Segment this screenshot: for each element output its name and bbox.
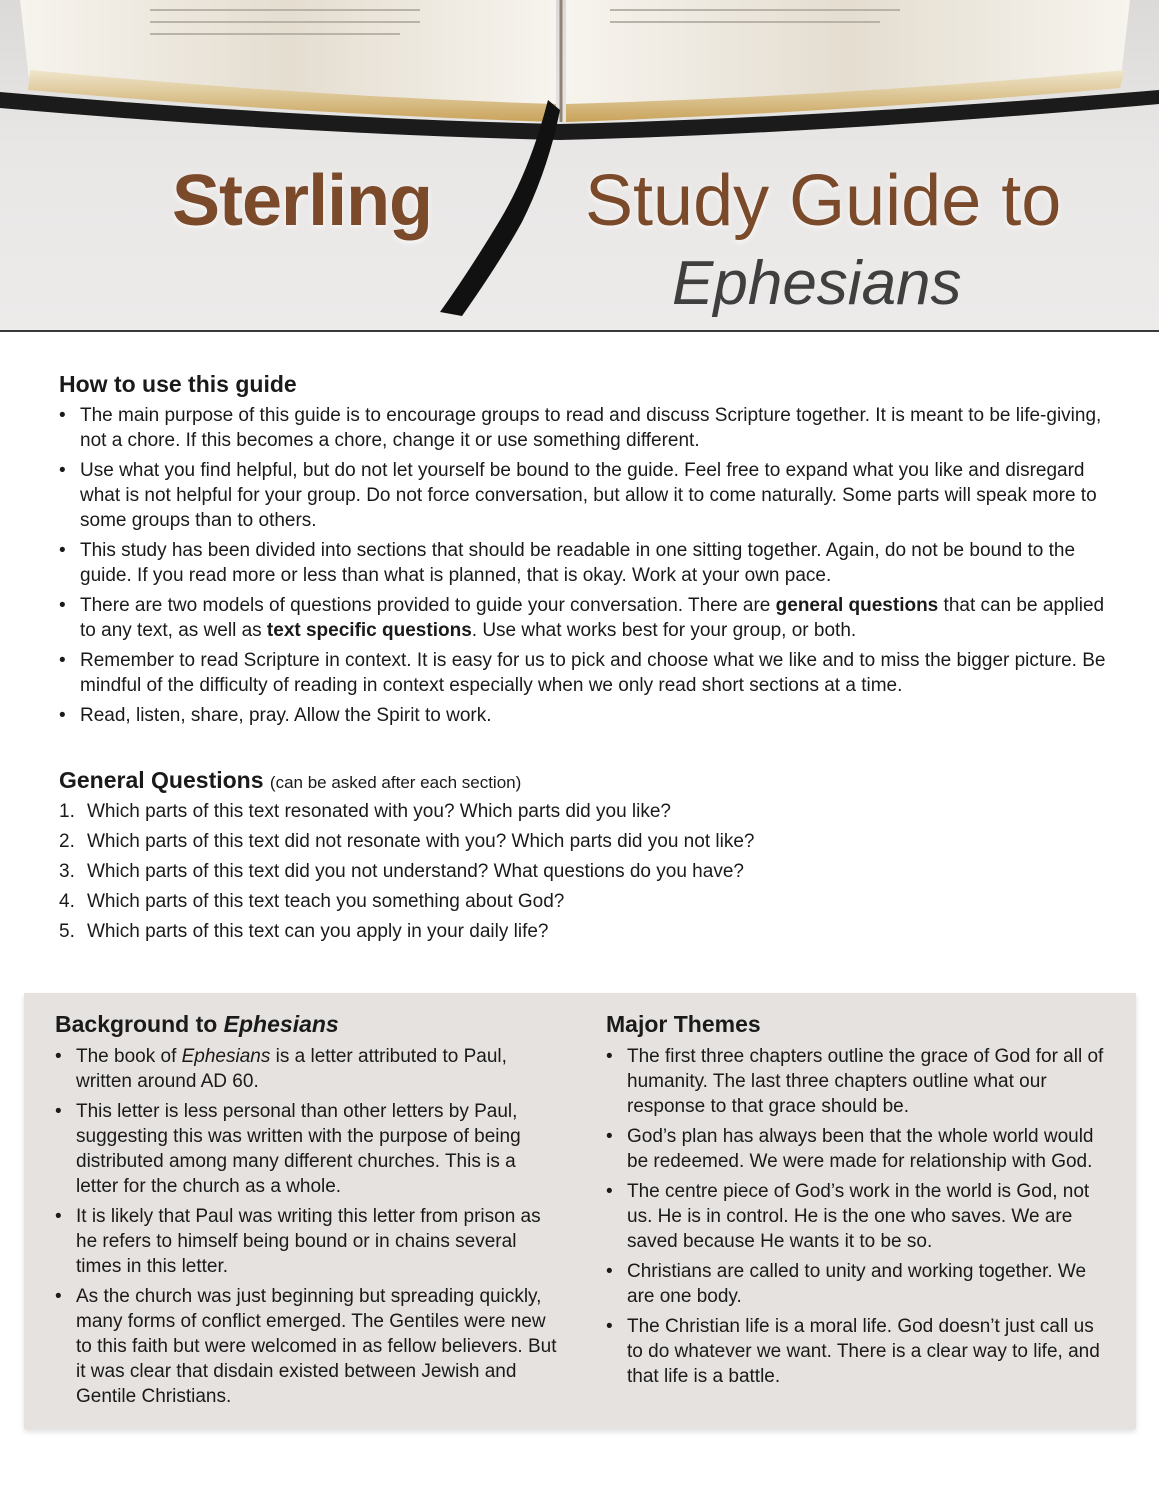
header-banner bbox=[0, 0, 1159, 332]
question-number: 1. bbox=[59, 801, 75, 822]
how-to-use-item bbox=[59, 703, 1119, 728]
question-item bbox=[59, 799, 1119, 824]
item-text: This letter is less personal than other letters by Paul, suggesting this was written with the purpose of being distributed among many different churches. This is a letter for the church as a whole. bbox=[76, 1101, 521, 1197]
how-to-use-item bbox=[59, 458, 1119, 533]
theme-item: • The centre piece of God’s work in the world is God, not us. He is in control. He is the one who saves. We are saved because He wants it to be so. bbox=[606, 1179, 1111, 1254]
item-text: Read, listen, share, pray. Allow the Spirit to work. bbox=[80, 705, 492, 726]
question-number: 2. bbox=[59, 831, 75, 852]
question-text: Which parts of this text teach you something about God? bbox=[87, 891, 565, 912]
item-text: Remember to read Scripture in context. It is easy for us to pick and choose what we like and to miss the bigger picture. Be mindful of the difficulty of reading in context especially when we only read short sections at a time. bbox=[80, 650, 1106, 696]
background-item bbox=[55, 1044, 560, 1094]
background-themes-panel bbox=[24, 993, 1136, 1429]
guide-title-line1: Study Guide to bbox=[585, 161, 1062, 241]
question-item bbox=[59, 919, 1119, 944]
how-to-use-item bbox=[59, 593, 1119, 643]
major-themes-heading: Major Themes bbox=[606, 1011, 761, 1037]
background-heading bbox=[55, 1011, 339, 1038]
question-number: 4. bbox=[59, 891, 75, 912]
question-item bbox=[59, 889, 1119, 914]
question-text: Which parts of this text can you apply in your daily life? bbox=[87, 921, 549, 942]
theme-item: • God’s plan has always been that the whole world would be redeemed. We were made for relationship with God. bbox=[606, 1124, 1111, 1174]
emphasis-text: text specific questions bbox=[266, 620, 472, 641]
question-text: Which parts of this text did you not understand? What questions do you have? bbox=[87, 861, 744, 882]
emphasis-text: general questions bbox=[775, 595, 939, 616]
theme-item: • The first three chapters outline the grace of God for all of humanity. The last three chapters outline what our response to that grace should be. bbox=[606, 1044, 1111, 1119]
item-text: is a letter attributed to Paul, written around AD 60. bbox=[76, 1046, 507, 1092]
background-list bbox=[55, 1044, 560, 1414]
question-number: 3. bbox=[59, 861, 75, 882]
question-item bbox=[59, 829, 1119, 854]
background-item bbox=[55, 1284, 560, 1409]
background-heading-prefix: Background to bbox=[55, 1011, 218, 1037]
question-text: Which parts of this text did not resonate with you? Which parts did you not like? bbox=[87, 831, 755, 852]
item-text: The main purpose of this guide is to encourage groups to read and discuss Scripture together. It is meant to be life-giving, not a chore. If this becomes a chore, change it or use something different. bbox=[80, 405, 1102, 451]
guide-title-book: Ephesians bbox=[672, 249, 962, 318]
general-questions-list bbox=[59, 799, 1119, 949]
item-text: This study has been divided into sections that should be readable in one sitting together. Again, do not be bound to the guide. If you read more or less than what is planned, that is okay. Work at your own pace. bbox=[80, 540, 1076, 586]
item-text: There are two models of questions provided to guide your conversation. There are bbox=[80, 595, 776, 616]
general-questions-title: General Questions bbox=[59, 767, 264, 793]
general-questions-subtitle: (can be asked after each section) bbox=[269, 773, 522, 792]
major-themes-list bbox=[606, 1044, 1111, 1394]
background-item bbox=[55, 1099, 560, 1199]
item-text: that can be applied to any text, as well as bbox=[80, 595, 1105, 641]
how-to-use-list bbox=[59, 403, 1119, 733]
question-number: 5. bbox=[59, 921, 75, 942]
background-heading-book: Ephesians bbox=[223, 1011, 339, 1037]
item-text: . Use what works best for your group, or both. bbox=[471, 620, 857, 641]
question-item bbox=[59, 859, 1119, 884]
item-text: It is likely that Paul was writing this letter from prison as he refers to himself being bound or in chains several times in this letter. bbox=[76, 1206, 541, 1277]
how-to-use-item bbox=[59, 538, 1119, 588]
how-to-use-item bbox=[59, 648, 1119, 698]
how-to-use-item bbox=[59, 403, 1119, 453]
item-text: The book of bbox=[76, 1046, 182, 1067]
background-item bbox=[55, 1204, 560, 1279]
brand-title: Sterling bbox=[172, 161, 433, 241]
book-name: Ephesians bbox=[181, 1046, 271, 1067]
theme-item: • The Christian life is a moral life. God doesn’t just call us to do whatever we want. There is a clear way to life, and that life is a battle. bbox=[606, 1314, 1111, 1389]
general-questions-heading bbox=[59, 767, 521, 794]
item-text: Use what you find helpful, but do not let yourself be bound to the guide. Feel free to expand what you like and disregard what is not helpful for your group. Do not force conversation, but allow it to come naturally. Some parts will speak more to some groups than to others. bbox=[80, 460, 1097, 531]
question-text: Which parts of this text resonated with you? Which parts did you like? bbox=[87, 801, 671, 822]
theme-item: • Christians are called to unity and working together. We are one body. bbox=[606, 1259, 1111, 1309]
how-to-use-heading: How to use this guide bbox=[59, 371, 297, 397]
item-text: As the church was just beginning but spreading quickly, many forms of conflict emerged. The Gentiles were new to this faith but were welcomed in as fellow believers. But it was clear that disdain existed between Jewish and Gentile Christians. bbox=[76, 1286, 557, 1407]
